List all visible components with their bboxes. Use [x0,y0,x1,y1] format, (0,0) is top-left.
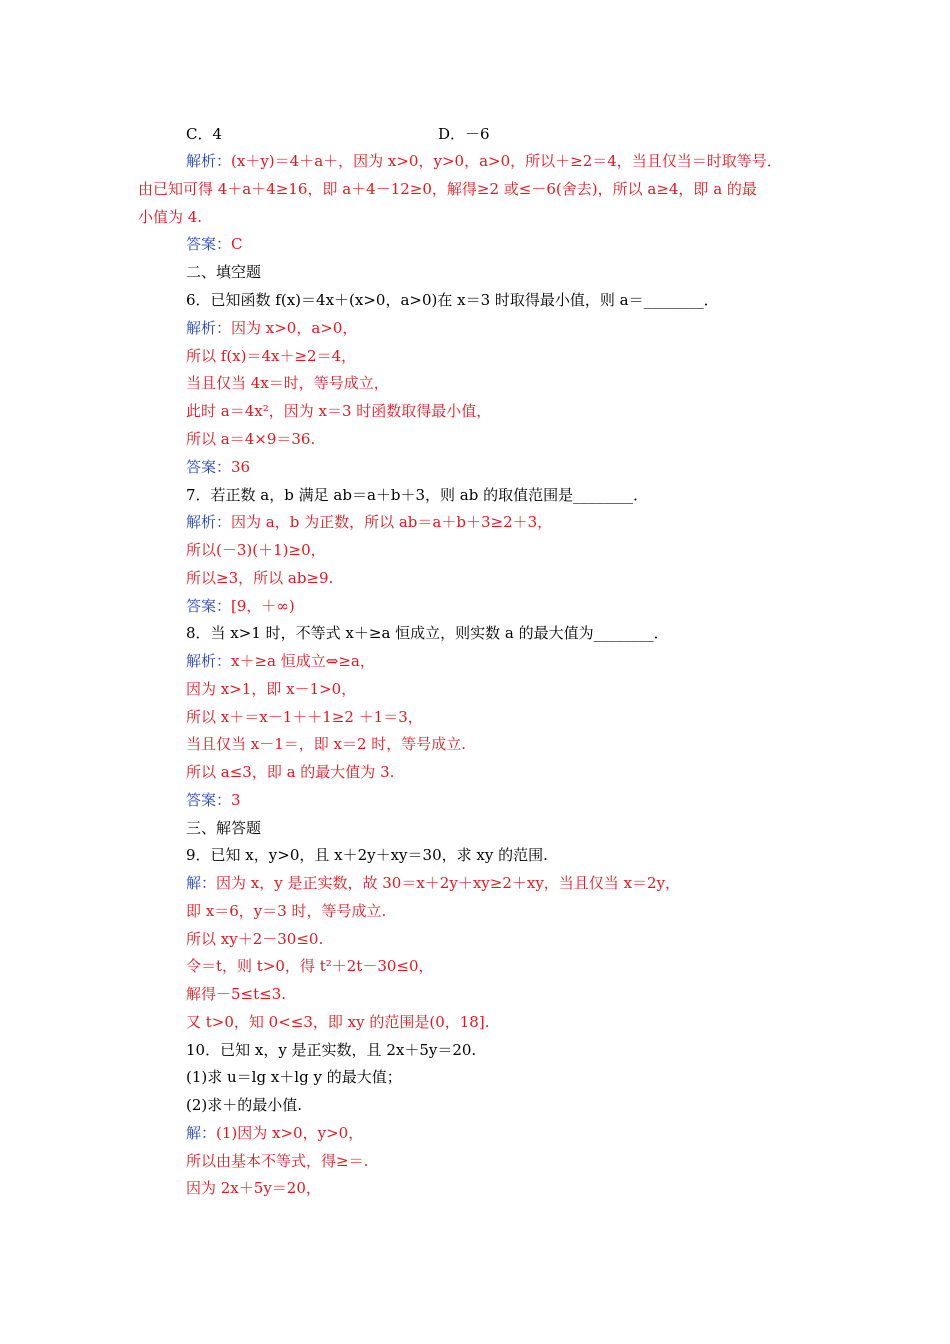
q5-jiexi-line2: 由已知可得 4＋a＋4≥16，即 a＋4－12≥0，解得≥2 或≤－6(舍去)，所以 a≥4，即 a 的最 [138,180,757,198]
answer-label: 答案： [186,235,232,253]
q6-jiexi-line3: 当且仅当 4x＝时，等号成立， [186,374,389,392]
jiexi-label: 解析： [186,152,232,170]
option-c: C．4 [186,125,223,143]
q7-answer: 答案：[9，＋∞) [186,597,295,615]
q9-solution-line2: 即 x＝6，y＝3 时，等号成立. [186,902,387,920]
q8-jiexi-line3: 所以 x＋＝x－1＋＋1≥2 ＋1＝3， [186,708,423,726]
q8-jiexi-line1: 解析：x＋≥a 恒成立⇔≥a， [186,652,375,670]
option-d: D．－6 [438,125,490,143]
q9-solution-line3: 所以 xy＋2－30≤0. [186,930,324,948]
q5-jiexi-line3: 小值为 4. [138,208,203,226]
q7-jiexi-line2: 所以(－3)(＋1)≥0， [186,541,326,559]
q10-part2: (2)求＋的最小值. [186,1096,303,1114]
q5-answer: 答案：C [186,235,243,253]
q6-jiexi-line4: 此时 a＝4x²，因为 x＝3 时函数取得最小值， [186,402,492,420]
jie-label: 解： [186,1124,217,1142]
q6-answer: 答案：36 [186,458,251,476]
q8-jiexi-line4: 当且仅当 x－1＝，即 x＝2 时，等号成立. [186,735,467,753]
q7-question: 7．若正数 a，b 满足 ab＝a＋b＋3，则 ab 的取值范围是________． [186,486,649,504]
q6-jiexi-line1: 解析：因为 x>0，a>0， [186,319,358,337]
q10-solution-line2: 所以由基本不等式，得≥＝. [186,1152,369,1170]
q8-question: 8．当 x>1 时，不等式 x＋≥a 恒成立，则实数 a 的最大值为________． [186,624,669,642]
jie-label: 解： [186,874,217,892]
q9-solution-line4: 令＝t，则 t>0，得 t²＋2t－30≤0， [186,957,434,975]
q8-jiexi-line2: 因为 x>1，即 x－1>0， [186,680,357,698]
q6-question: 6．已知函数 f(x)＝4x＋(x>0，a>0)在 x＝3 时取得最小值，则 a＝________． [186,291,719,309]
section-heading-solve: 三、解答题 [186,819,262,837]
q7-jiexi-line3: 所以≥3，所以 ab≥9. [186,569,334,587]
q10-part1: (1)求 u＝lg x＋lg y 的最大值； [186,1068,402,1086]
q6-jiexi-line5: 所以 a＝4×9＝36. [186,430,316,448]
jiexi-label: 解析： [186,319,232,337]
jiexi-label: 解析： [186,513,232,531]
q8-answer: 答案：3 [186,791,241,809]
q10-question: 10．已知 x，y 是正实数，且 2x＋5y＝20. [186,1041,477,1059]
q6-jiexi-line2: 所以 f(x)＝4x＋≥2＝4， [186,347,357,365]
q9-solution-line5: 解得－5≤t≤3. [186,985,287,1003]
section-heading-fill-in: 二、填空题 [186,263,262,281]
answer-label: 答案： [186,791,232,809]
jiexi-label: 解析： [186,652,232,670]
answer-label: 答案： [186,597,232,615]
q5-jiexi-line1: 解析：(x＋y)＝4＋a＋，因为 x>0，y>0，a>0，所以＋≥2＝4，当且仅当＝时取等号． [186,152,782,170]
q10-solution-line3: 因为 2x＋5y＝20， [186,1179,321,1197]
q8-jiexi-line5: 所以 a≤3，即 a 的最大值为 3. [186,763,395,781]
q7-jiexi-line1: 解析：因为 a，b 为正数，所以 ab＝a＋b＋3≥2＋3， [186,513,553,531]
q9-question: 9．已知 x，y>0，且 x＋2y＋xy＝30，求 xy 的范围. [186,846,548,864]
q9-solution-line6: 又 t>0，知 0<≤3，即 xy 的范围是(0，18]. [186,1013,490,1031]
q9-solution-line1: 解：因为 x，y 是正实数，故 30＝x＋2y＋xy≥2＋xy，当且仅当 x＝2y， [186,874,681,892]
q10-solution-line1: 解：(1)因为 x>0，y>0， [186,1124,364,1142]
answer-label: 答案： [186,458,232,476]
